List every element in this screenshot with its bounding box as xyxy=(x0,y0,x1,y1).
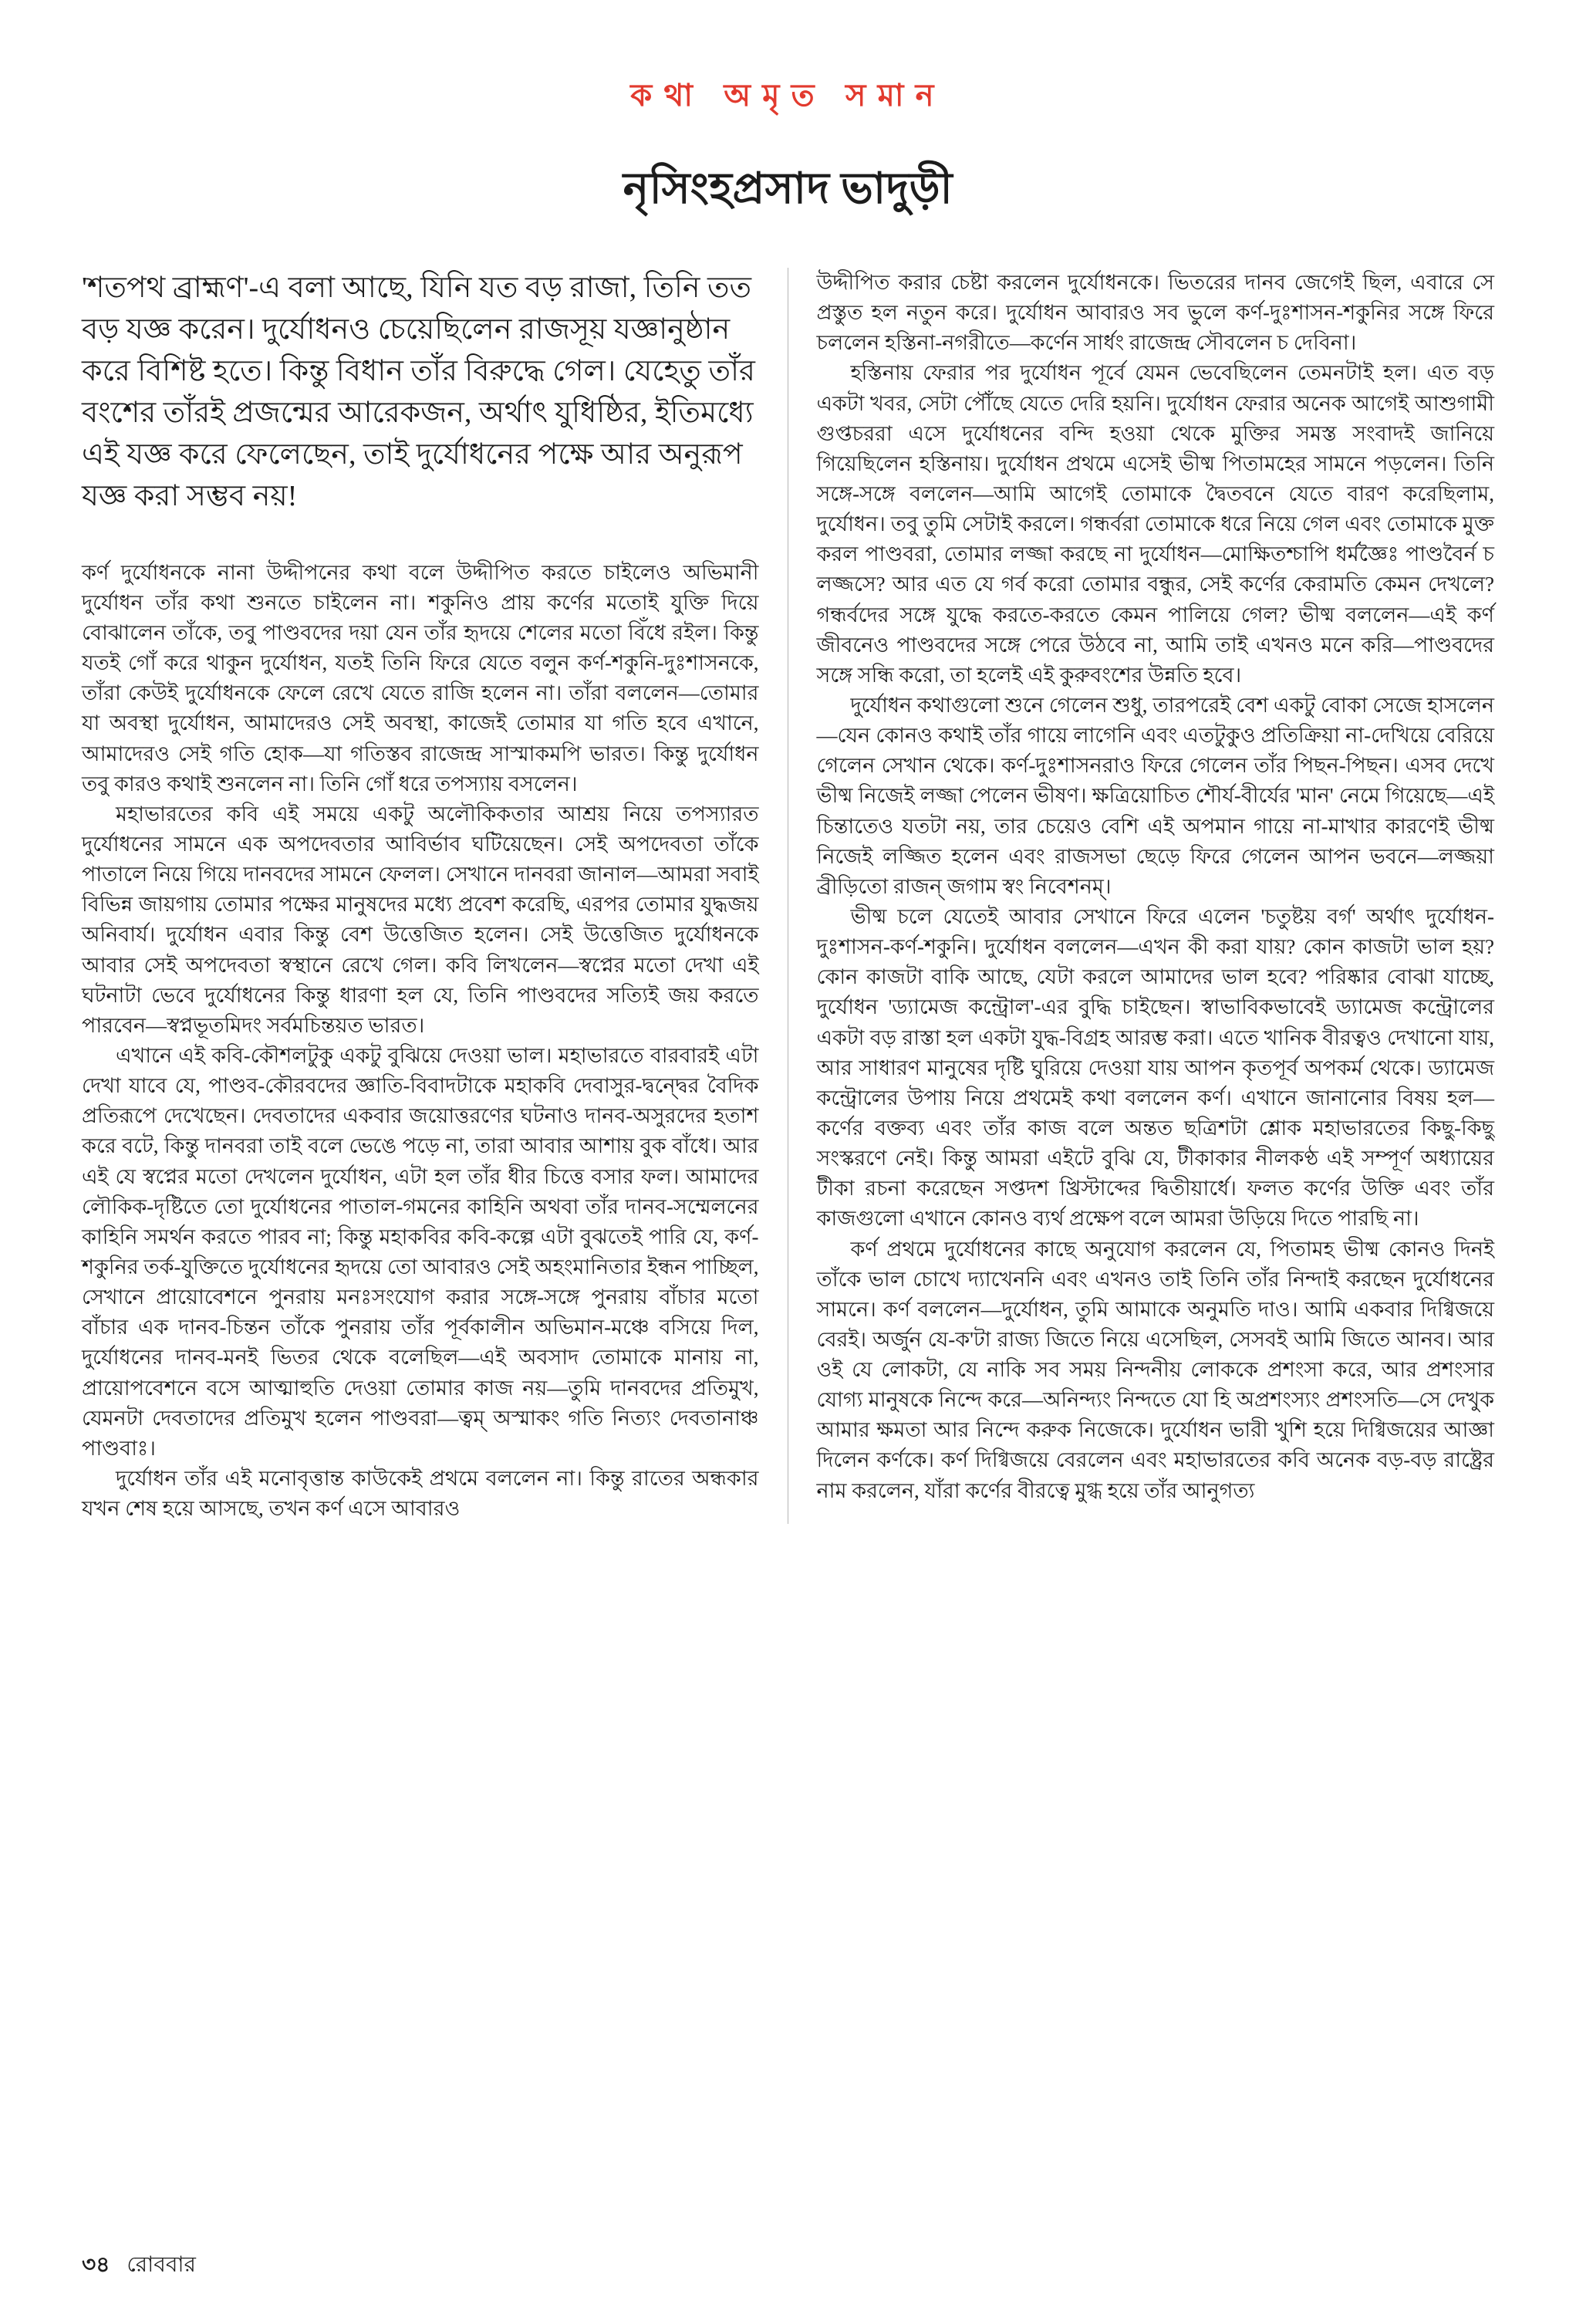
section-title: কথা অমৃত সমান xyxy=(630,78,946,113)
footer-publication-label: রোববার xyxy=(127,2253,196,2277)
page-footer xyxy=(82,2248,196,2284)
article-paragraph: কর্ণ প্রথমে দুর্যোধনের কাছে অনুযোগ করলেন যে, পিতামহ ভীষ্ম কোনও দিনই তাঁকে ভাল চোখে দ্যাখেননি এবং এখনও তাই তিনি তাঁর নিন্দাই করছেন দুর্যোধনের সামনে। কর্ণ বললেন—দুর্যোধন, তুমি আমাকে অনুমতি দাও। আমি একবার দিগ্বিজয়ে বেরই। অর্জুন যে-ক'টা রাজ্য জিতে নিয়ে এসেছিল, সেসবই আমি জিতে আনব। আর ওই যে লোকটা, যে নাকি সব সময় নিন্দনীয় লোককে প্রশংসা করে, আর প্রশংসার যোগ্য মানুষকে নিন্দে করে—অনিন্দ্যং নিন্দতে যো হি অপ্রশংস্যং প্রশংসতি—সে দেখুক আমার ক্ষমতা আর নিন্দে করুক নিজেকে। দুর্যোধন ভারী খুশি হয়ে দিগ্বিজয়ের আজ্ঞা দিলেন কর্ণকে। কর্ণ দিগ্বিজয়ে বেরলেন এবং মহাভারতের কবি অনেক বড়-বড় রাষ্ট্রের নাম করলেন, যাঁরা কর্ণের বীরত্বে মুগ্ধ হয়ে তাঁর আনুগত্য xyxy=(816,1237,1494,1502)
lede-paragraph: 'শতপথ ব্রাহ্মণ'-এ বলা আছে, যিনি যত বড় রাজা, তিনি তত বড় যজ্ঞ করেন। দুর্যোধনও চেয়েছিলেন রাজসূয় যজ্ঞানুষ্ঠান করে বিশিষ্ট হতে। কিন্তু বিধান তাঁর বিরুদ্ধে গেল। যেহেতু তাঁর বংশের তাঁরই প্রজন্মের আরেকজন, অর্থাৎ যুধিষ্ঠির, ইতিমধ্যে এই যজ্ঞ করে ফেলেছেন, তাই দুর্যোধনের পক্ষে আর অনুরূপ যজ্ঞ করা সম্ভব নয়! xyxy=(82,272,755,512)
footer-page-number: ৩৪ xyxy=(82,2253,110,2277)
article-body xyxy=(0,228,1576,1524)
article-paragraph: দুর্যোধন কথাগুলো শুনে গেলেন শুধু, তারপরেই বেশ একটু বোকা সেজে হাসলেন—যেন কোনও কথাই তাঁর গায়ে লাগেনি এবং এতটুকুও প্রতিক্রিয়া না-দেখিয়ে বেরিয়ে গেলেন সেখান থেকে। কর্ণ-দুঃশাসনরাও ফিরে গেলেন তাঁর পিছন-পিছন। এসব দেখে ভীষ্ম নিজেই লজ্জা পেলেন ভীষণ। ক্ষত্রিয়োচিত শৌর্য-বীর্যের 'মান' নেমে গিয়েছে—এই চিন্তাতেও যতটা নয়, তার চেয়েও বেশি এই অপমান গায়ে না-মাখার কারণেই ভীষ্ম নিজেই লজ্জিত হলেন এবং রাজসভা ছেড়ে ফিরে গেলেন আপন ভবনে—লজ্জয়া ব্রীড়িতো রাজন্ জগাম স্বং নিবেশনম্। xyxy=(816,693,1494,898)
article-paragraph: হস্তিনায় ফেরার পর দুর্যোধন পূর্বে যেমন ভেবেছিলেন তেমনটাই হল। এত বড় একটা খবর, সেটা পৌঁছে যেতে দেরি হয়নি। দুর্যোধন ফেরার অনেক আগেই আশুগামী গুপ্তচররা এসে দুর্যোধনের বন্দি হওয়া থেকে মুক্তির সমস্ত সংবাদই জানিয়ে গিয়েছিলেন হস্তিনায়। দুর্যোধন প্রথমে এসেই ভীষ্ম পিতামহের সামনে পড়লেন। তিনি সঙ্গে-সঙ্গে বললেন—আমি আগেই তোমাকে দ্বৈতবনে যেতে বারণ করেছিলাম, দুর্যোধন। তবু তুমি সেটাই করলে। গন্ধর্বরা তোমাকে ধরে নিয়ে গেল এবং তোমাকে মুক্ত করল পাণ্ডবরা, তোমার লজ্জা করছে না দুর্যোধন—মোক্ষিতশ্চাপি ধর্মজ্ঞৈঃ পাণ্ডবৈর্ন চ লজ্জসে? আর এত যে গর্ব করো তোমার বন্ধুর, সেই কর্ণের কেরামতি কেমন দেখলে? গন্ধর্বদের সঙ্গে যুদ্ধে করতে-করতে কেমন পালিয়ে গেল? ভীষ্ম বললেন—এই কর্ণ জীবনেও পাণ্ডবদের সঙ্গে পেরে উঠবে না, আমি তাই এখনও মনে করি—পাণ্ডবদের সঙ্গে সন্ধি করো, তা হলেই এই কুরুবংশের উন্নতি হবে। xyxy=(816,361,1494,687)
article-paragraph: মহাভারতের কবি এই সময়ে একটু অলৌকিকতার আশ্রয় নিয়ে তপস্যারত দুর্যোধনের সামনে এক অপদেবতার আবির্ভাব ঘটিয়েছেন। সেই অপদেবতা তাঁকে পাতালে নিয়ে গিয়ে দানবদের সামনে ফেলল। সেখানে দানবরা জানাল—আমরা সবাই বিভিন্ন জায়গায় তোমার পক্ষের মানুষদের মধ্যে প্রবেশ করেছি, এরপর তোমার যুদ্ধজয় অনিবার্য। দুর্যোধন এবার কিন্তু বেশ উত্তেজিত হলেন। সেই উত্তেজিত দুর্যোধনকে আবার সেই অপদেবতা স্বস্থানে রেখে গেল। কবি লিখলেন—স্বপ্নের মতো দেখা এই ঘটনাটা ভেবে দুর্যোধনের কিন্তু ধারণা হল যে, তিনি পাণ্ডবদের সত্যিই জয় করতে পারবেন—স্বপ্নভূতমিদং সর্বমচিন্তয়ত ভারত। xyxy=(82,802,759,1037)
article-paragraph: দুর্যোধন তাঁর এই মনোবৃত্তান্ত কাউকেই প্রথমে বললেন না। কিন্তু রাতের অন্ধকার যখন শেষ হয়ে আসছে, তখন কর্ণ এসে আবারও xyxy=(82,1466,759,1521)
article-paragraph: কর্ণ দুর্যোধনকে নানা উদ্দীপনের কথা বলে উদ্দীপিত করতে চাইলেও অভিমানী দুর্যোধন তাঁর কথা শুনতে চাইলেন না। শকুনিও প্রায় কর্ণের মতোই যুক্তি দিয়ে বোঝালেন তাঁকে, তবু পাণ্ডবদের দয়া যেন তাঁর হৃদয়ে শেলের মতো বিঁধে রইল। কিন্তু যতই গোঁ করে থাকুন দুর্যোধন, যতই তিনি ফিরে যেতে বলুন কর্ণ-শকুনি-দুঃশাসনকে, তাঁরা কেউই দুর্যোধনকে ফেলে রেখে যেতে রাজি হলেন না। তাঁরা বললেন—তোমার যা অবস্থা দুর্যোধন, আমাদেরও সেই অবস্থা, কাজেই তোমার যা গতি হবে এখানে, আমাদেরও সেই গতি হোক—যা গতিস্তব রাজেন্দ্র সাস্মাকমপি ভারত। কিন্তু দুর্যোধন তবু কারও কথাই শুনলেন না। তিনি গোঁ ধরে তপস্যায় বসলেন। xyxy=(82,560,759,795)
article-paragraph: ভীষ্ম চলে যেতেই আবার সেখানে ফিরে এলেন 'চতুষ্টয় বর্গ' অর্থাৎ দুর্যোধন-দুঃশাসন-কর্ণ-শকুনি। দুর্যোধন বললেন—এখন কী করা যায়? কোন কাজটা ভাল হয়? কোন কাজটা বাকি আছে, যেটা করলে আমাদের ভাল হবে? পরিষ্কার বোঝা যাচ্ছে, দুর্যোধন 'ড্যামেজ কন্ট্রোল'-এর বুদ্ধি চাইছেন। স্বাভাবিকভাবেই ড্যামেজ কন্ট্রোলের একটা বড় রাস্তা হল একটা যুদ্ধ-বিগ্রহ আরম্ভ করা। এতে খানিক বীরত্বও দেখানো যায়, আর সাধারণ মানুষের দৃষ্টি ঘুরিয়ে দেওয়া যায় আপন কৃতপূর্ব অপকর্ম থেকে। ড্যামেজ কন্ট্রোলের উপায় নিয়ে প্রথমেই কথা বললেন কর্ণ। এখানে জানানোর বিষয় হল—কর্ণের বক্তব্য এবং তাঁর কাজ বলে অন্তত ছত্রিশটা শ্লোক মহাভারতের কিছু-কিছু সংস্করণে নেই। কিন্তু আমরা এইটে বুঝি যে, টীকাকার নীলকণ্ঠ এই সম্পূর্ণ অধ্যায়ের টীকা রচনা করেছেন সপ্তদশ খ্রিস্টাব্দের দ্বিতীয়ার্ধে। ফলত কর্ণের উক্তি এবং তাঁর কাজগুলো এখানে কোনও ব্যর্থ প্রক্ষেপ বলে আমরা উড়িয়ে দিতে পারছি না। xyxy=(816,904,1494,1231)
left-column xyxy=(82,268,788,1524)
article-paragraph: এখানে এই কবি-কৌশলটুকু একটু বুঝিয়ে দেওয়া ভাল। মহাভারতে বারবারই এটা দেখা যাবে যে, পাণ্ডব-কৌরবদের জ্ঞাতি-বিবাদটাকে মহাকবি দেবাসুর-দ্বন্দ্বের বৈদিক প্রতিরূপে দেখেছেন। দেবতাদের একবার জয়োত্তরণের ঘটনাও দানব-অসুরদের হতাশ করে বটে, কিন্তু দানবরা তাই বলে ভেঙে পড়ে না, তারা আবার আশায় বুক বাঁধে। আর এই যে স্বপ্নের মতো দেখলেন দুর্যোধন, এটা হল তাঁর ধীর চিত্তে বসার ফল। আমাদের লৌকিক-দৃষ্টিতে তো দুর্যোধনের পাতাল-গমনের কাহিনি অথবা তাঁর দানব-সম্মেলনের কাহিনি সমর্থন করতে পারব না; কিন্তু মহাকবির কবি-কল্পে এটা বুঝতেই পারি যে, কর্ণ-শকুনির তর্ক-যুক্তিতে দুর্যোধনের হৃদয়ে তো আবারও সেই অহংমানিতার ইন্ধন পাচ্ছিল, সেখানে প্রায়োবেশনে পুনরায় মনঃসংযোগ করার সঙ্গে-সঙ্গে পুনরায় বাঁচার মতো বাঁচার এক দানব-চিন্তন তাঁকে পুনরায় তাঁর পূর্বকালীন অভিমান-মঞ্চে বসিয়ে দিল, দুর্যোধনের দানব-মনই ভিতর থেকে বলেছিল—এই অবসাদ তোমাকে মানায় না, প্রায়োপবেশনে বসে আত্মাহুতি দেওয়া তোমার কাজ নয়—তুমি দানবদের প্রতিমুখ, যেমনটা দেবতাদের প্রতিমুখ হলেন পাণ্ডবরা—ত্বম্ অস্মাকং গতি নিত্যং দেবতানাঞ্চ পাণ্ডবাঃ। xyxy=(82,1043,759,1460)
page-header xyxy=(0,0,1576,123)
article-author: নৃসিংহপ্রসাদ ভাদুড়ী xyxy=(623,165,953,213)
right-column xyxy=(788,268,1495,1524)
article-paragraph: উদ্দীপিত করার চেষ্টা করলেন দুর্যোধনকে। ভিতরের দানব জেগেই ছিল, এবারে সে প্রস্তুত হল নতুন করে। দুর্যোধন আবারও সব ভুলে কর্ণ-দুঃশাসন-শকুনির সঙ্গে ফিরে চললেন হস্তিনা-নগরীতে—কর্ণেন সার্ধং রাজেন্দ্র সৌবলেন চ দেবিনা। xyxy=(816,271,1494,355)
